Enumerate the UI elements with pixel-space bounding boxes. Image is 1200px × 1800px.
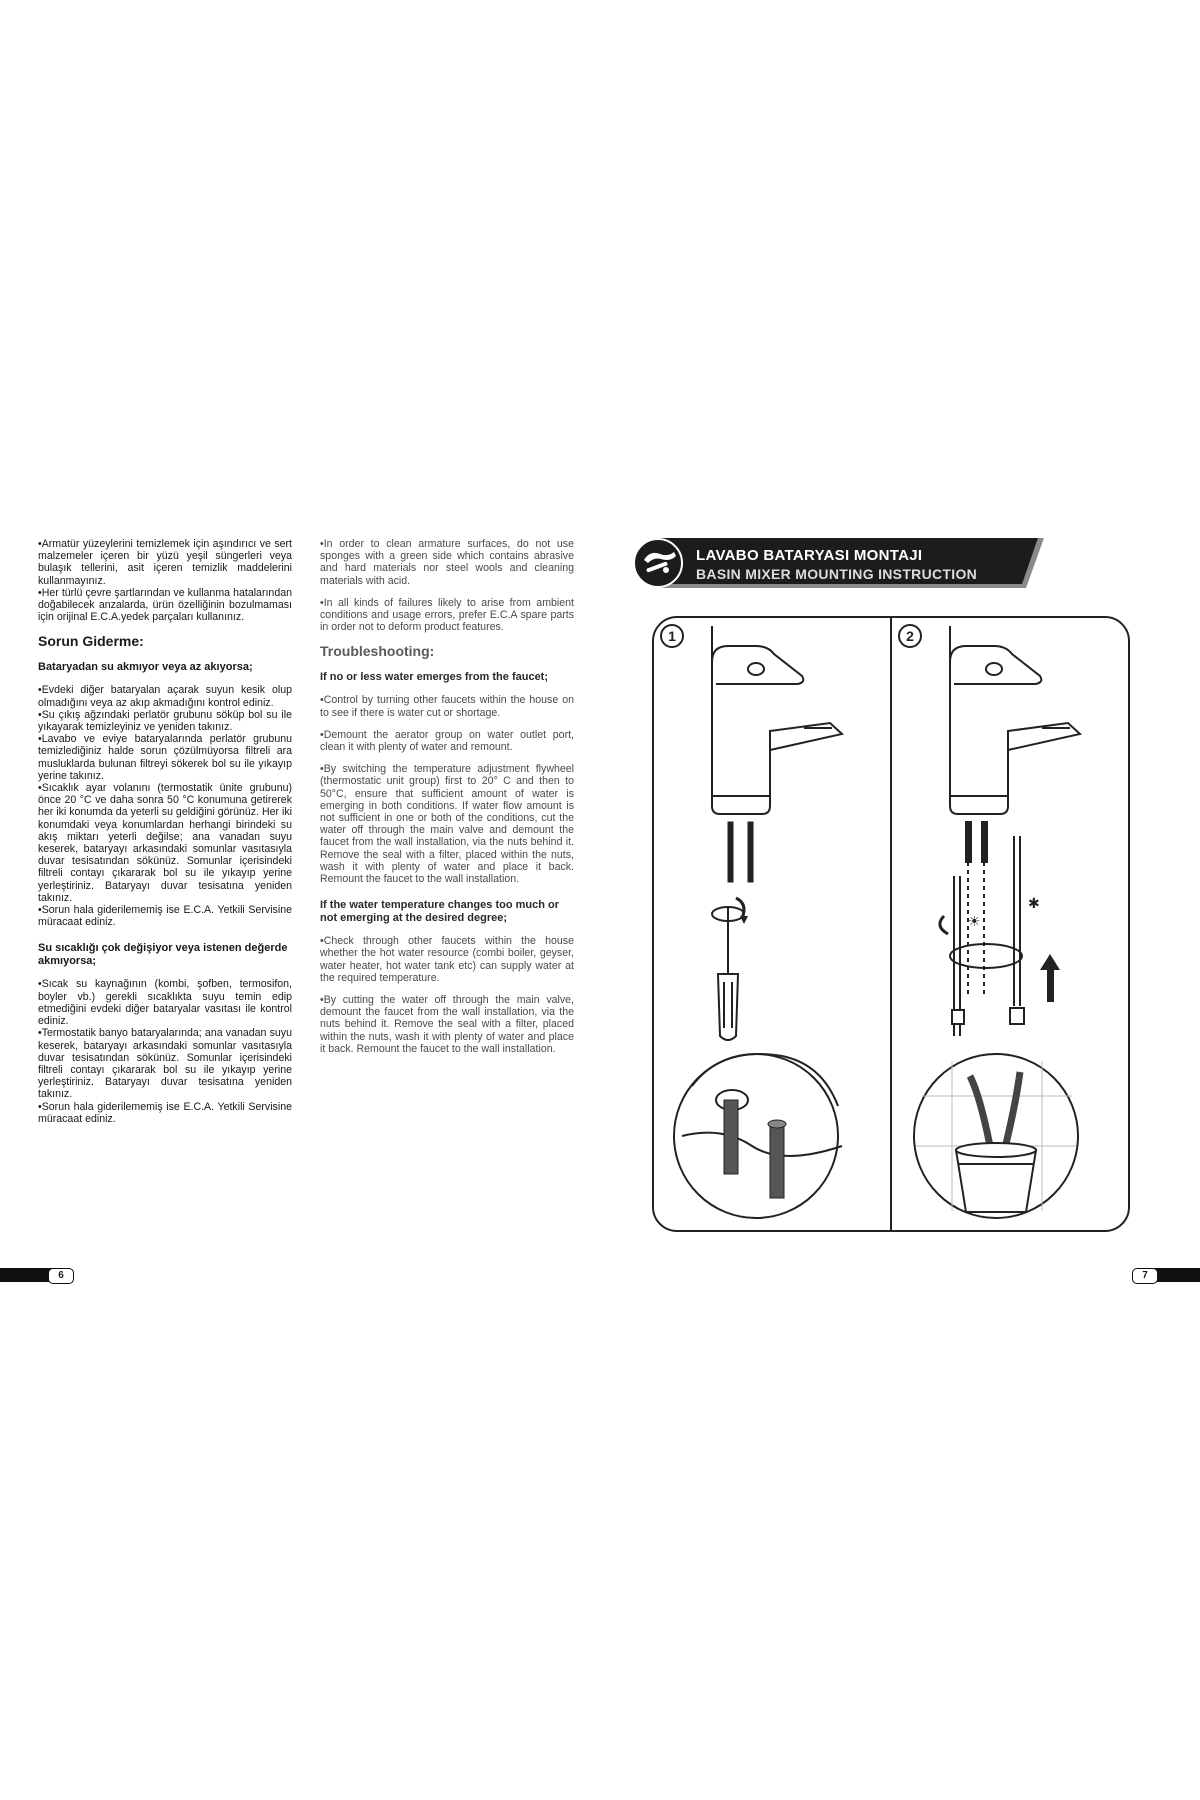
step-2-badge <box>899 625 921 647</box>
nut <box>1010 1008 1024 1024</box>
page-number-left: 6 <box>48 1268 74 1284</box>
paragraph: •Her türlü çevre şartlarından ve kullanma hatalarından doğabilecek anzalarda, ürün özelliğinin bozulmaması için orijinal E.C.A.yedek parçaları kullanınız. <box>38 586 292 624</box>
instruction-banner <box>634 538 1044 588</box>
paragraph: •Demount the aerator group on water outlet port, clean it with plenty of water and remount. <box>320 728 574 754</box>
paragraph: •Evdeki diğer bataryalan açarak suyun kesik olup olmadığını veya az akıp akmadığını kontrol ediniz. <box>38 684 292 709</box>
cold-water-icon: ✱ <box>1028 896 1040 912</box>
paragraph: •Check through other faucets within the house whether the hot water resource (combi boiler, geyser, water heater, hot water tank etc) can supply water at the required temperature. <box>320 935 574 984</box>
paragraph: •By cutting the water off through the main valve, demount the faucet from the wall installation, via the nuts behind it. Remove the seal with a filter, placed within the nuts, wash it with plenty of water and place it back. Remount the faucet to the wall installation. <box>320 994 574 1055</box>
paragraph: •By switching the temperature adjustment flywheel (thermostatic unit group) first to 20° C and then to 50°C, ensure that sufficient amount of water is emerging in both conditions. If water flow amount is not sufficient in one or both of the conditions, cut the water off through the main valve and demount the faucet from the wall installation, via the nuts behind it. Remove the seal with a filter, placed within the nuts, wash it with plenty of water and place it back. Remount the faucet to the wall installation. <box>320 763 574 886</box>
sub-heading: If no or less water emerges from the faucet; <box>320 671 549 684</box>
sub-heading: Bataryadan su akmıyor veya az akıyorsa; <box>38 661 253 674</box>
paragraph: •Control by turning other faucets within the house on to see if there is water cut or shortage. <box>320 694 574 719</box>
middle-text-column <box>320 538 574 1055</box>
step-1-label: 1 <box>668 628 676 644</box>
step-2-label: 2 <box>906 628 914 644</box>
paragraph: •In order to clean armature surfaces, do not use sponges with a green side which contains abrasive and hard materials nor steel wools and cleaning materials with acid. <box>320 538 574 587</box>
section-heading: Troubleshooting: <box>320 643 435 660</box>
sub-heading: Su sıcaklığı çok değişiyor veya istenen değerde akmıyorsa; <box>38 942 288 968</box>
paragraph: •Sıcak su kaynağının (kombi, şofben, termosifon, boyler vb.) gerekli sıcaklıkta suyu temin edip etmediğini evdeki diğer bataryalar vasıtası ile kontrol ediniz. <box>38 978 292 1028</box>
paragraph: •Sorun hala giderilememiş ise E.C.A. Yetkili Servisine müracaat ediniz. <box>38 904 292 929</box>
nut <box>952 1010 964 1024</box>
paragraph: •In all kinds of failures likely to arise from ambient conditions and usage errors, prefer E.C.A spare parts in order not to deform product features. <box>320 596 574 634</box>
bucket-icon <box>956 1143 1036 1212</box>
paragraph: •Armatür yüzeylerini temizlemek için aşındırıcı ve sert malzemeler içeren bir yüzü yeşil süngerleri veya bulaşık tellerini, asit içeren temizlik maddelerini kullanmayınız. <box>38 538 292 587</box>
sub-heading: If the water temperature changes too much or not emerging at the desired degree; <box>320 899 559 925</box>
mounting-diagram <box>652 616 1130 1234</box>
paragraph: •Sıcaklık ayar volanını (termostatik ünite grubunu) önce 20 °C ve daha sonra 50 °C konumuna getirerek her iki konumda da yeterli su geldiğini görünüz. Her iki konumdaki veya konumlardan herhangi birindeki su akış miktarı yeterli değilse; ana vanadan suyu keserek, bataryayı arkasındaki somunlar vasıtasıyla duvar tesisatından sökünüz. Somunlar içerisindeki filtreli contayı çıkararak bol su ile yıkayıp yerine yerleştiriniz. Bataryayı duvar tesisatına yeniden takınız. <box>38 782 292 904</box>
left-text-column <box>38 538 292 1125</box>
paragraph: •Lavabo ve eviye bataryalarında perlatör grubunu temizlediğiniz halde sorun çözülmüyorsa filtreli ara musluklarda bulunan filtreyi sökerek bol su ile yıkayıp yerine takınız. <box>38 733 292 782</box>
banner-title: LAVABO BATARYASI MONTAJI <box>696 547 923 564</box>
page-number-right: 7 <box>1132 1268 1158 1284</box>
paragraph: •Sorun hala giderilememiş ise E.C.A. Yetkili Servisine müracaat ediniz. <box>38 1100 292 1125</box>
section-heading: Sorun Giderme: <box>38 633 144 650</box>
paragraph: •Su çıkış ağzındaki perlatör grubunu söküp bol su ile yıkayarak temizleyiniz ve yeniden takınız. <box>38 708 292 734</box>
detail-circle-2 <box>914 1054 1078 1218</box>
step-1-badge <box>661 625 683 647</box>
hot-water-icon: ☀ <box>968 914 981 930</box>
paragraph: •Termostatik banyo bataryalarında; ana vanadan suyu keserek, bataryayı arkasındaki somunlar vasıtasıyla duvar tesisatından sökünüz. Somunlar içerisindeki filtreli contayı çıkararak bol su ile yıkayıp yerine yerleştiriniz. Bataryayı duvar tesisatına yeniden takınız. <box>38 1027 292 1101</box>
banner-subtitle: BASIN MIXER MOUNTING INSTRUCTION <box>696 566 978 582</box>
